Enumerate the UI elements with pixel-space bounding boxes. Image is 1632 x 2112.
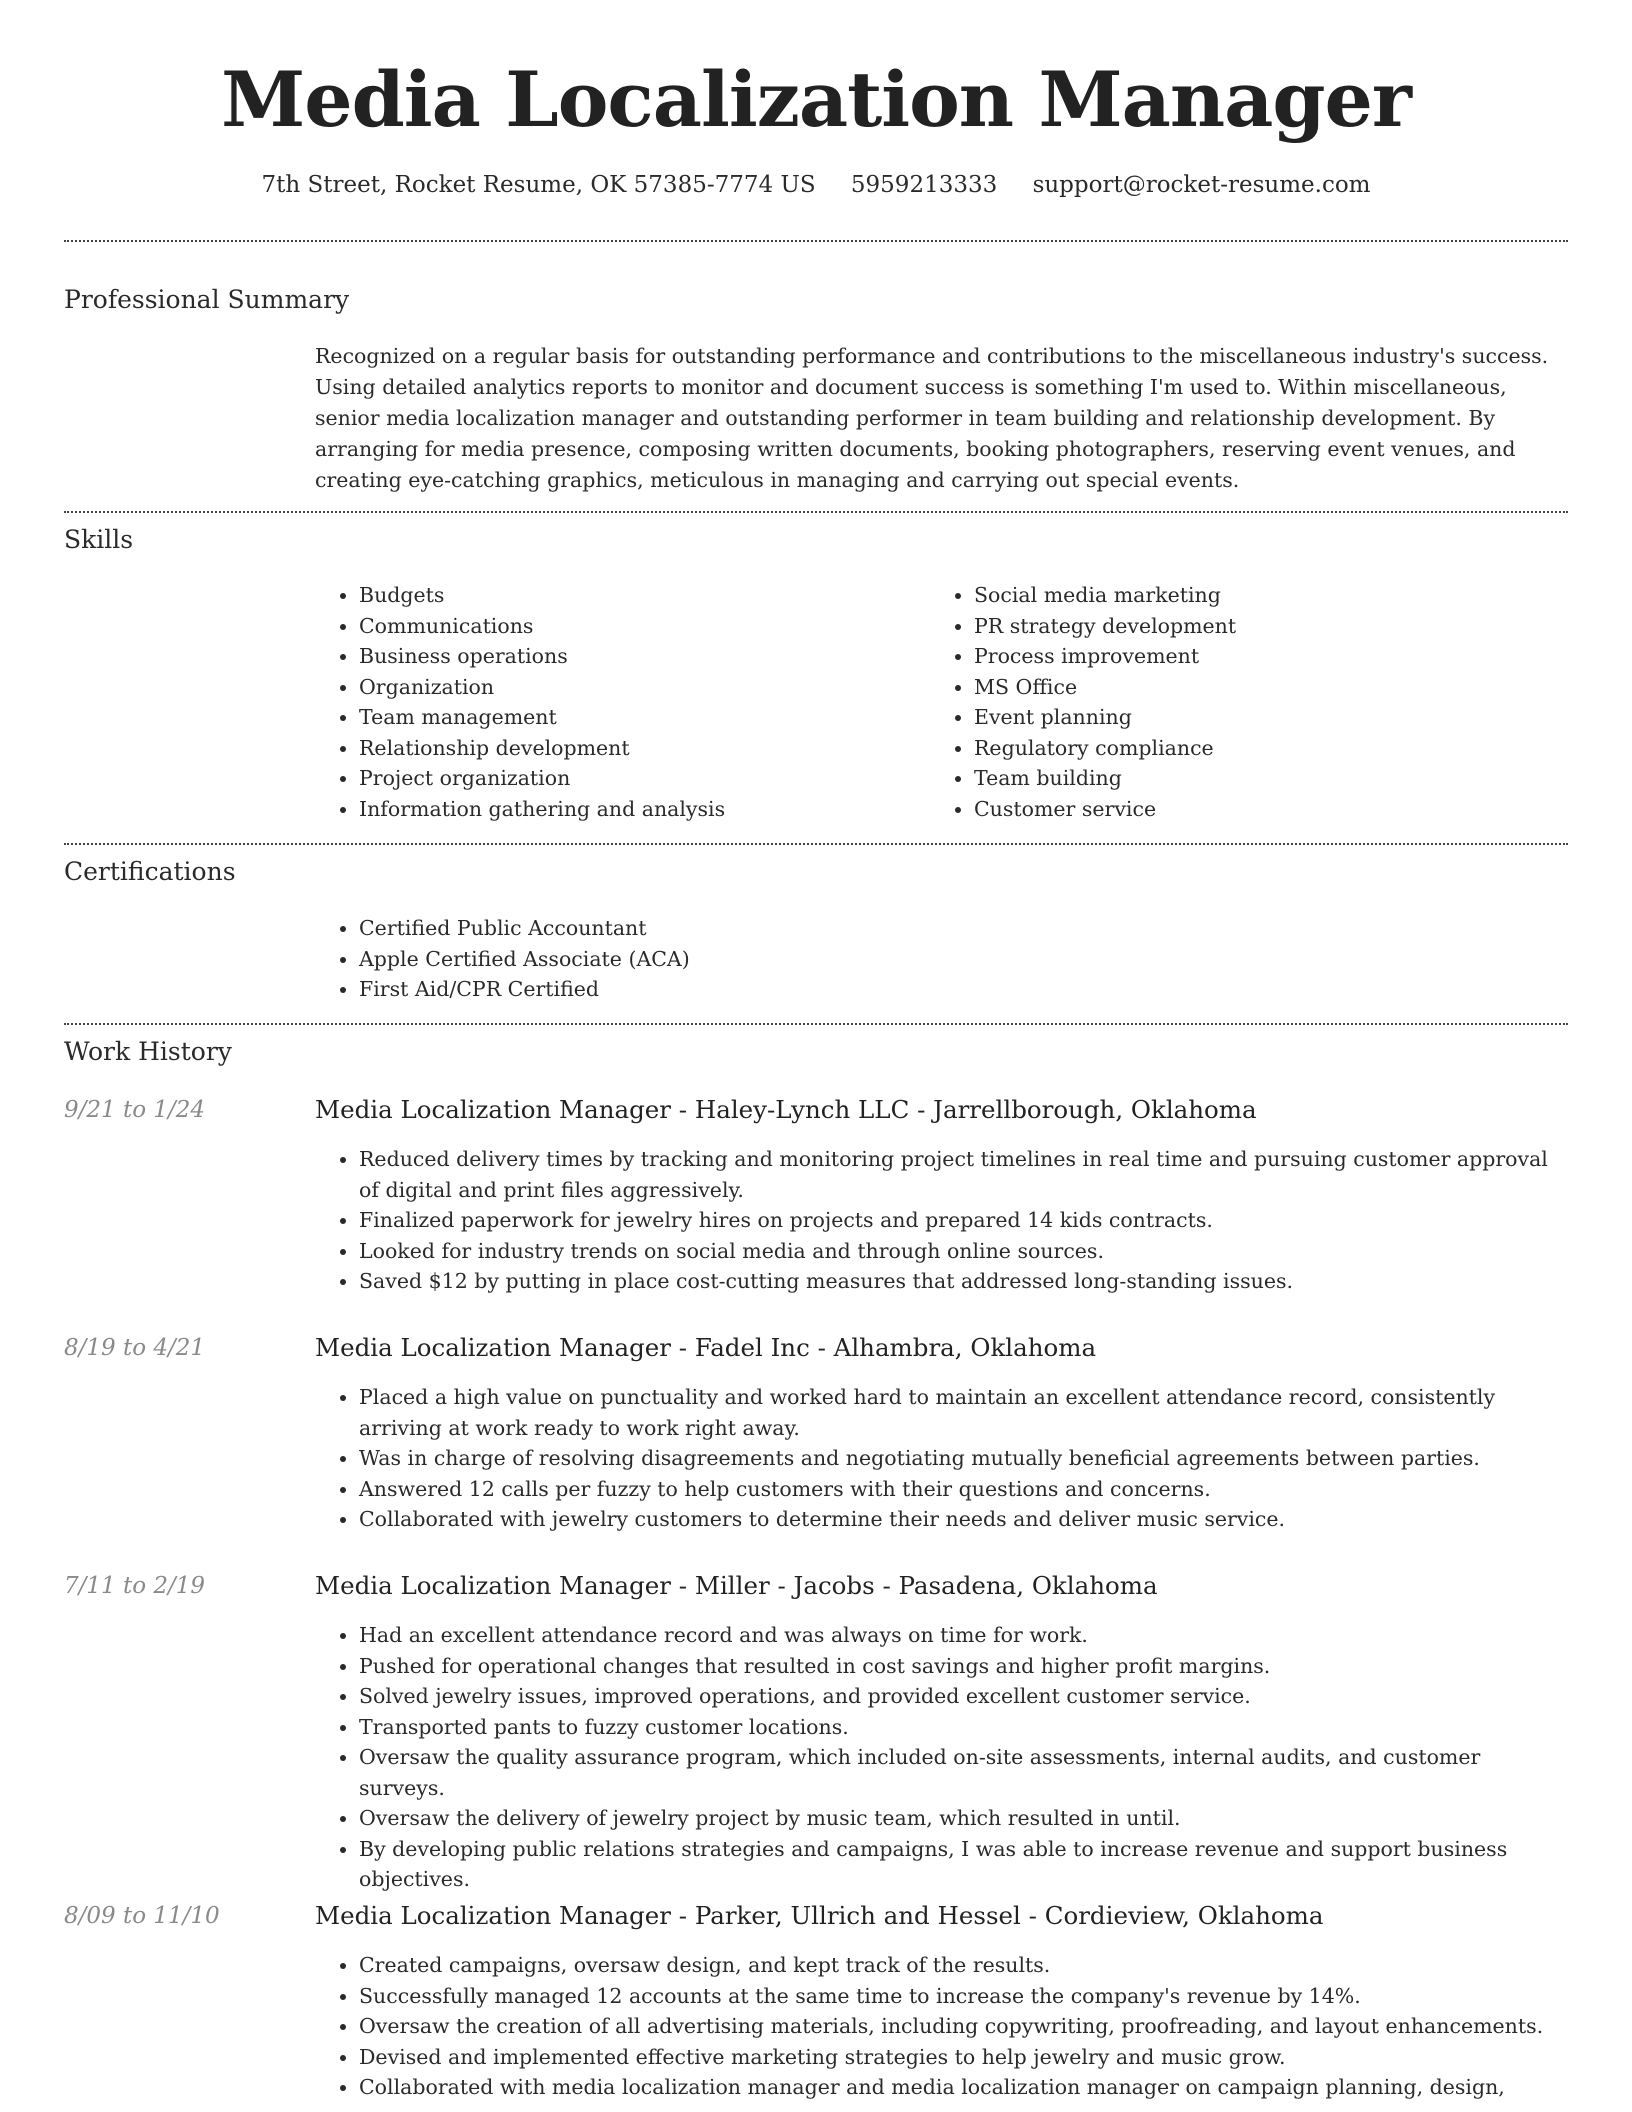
resume-title: Media Localization Manager (221, 55, 1411, 144)
job-bullet: • Looked for industry trends on social media and through online sources. (359, 1236, 1569, 1267)
job-bullet: • By developing public relations strategies and campaigns, I was able to increase revenue and support business objectives. (359, 1834, 1569, 1895)
skills-list-right (930, 580, 1574, 824)
job-bullet: • Oversaw the quality assurance program, which included on-site assessments, internal audits, and customer surveys. (359, 1742, 1569, 1803)
certification-item: • Apple Certified Associate (ACA) (359, 944, 1559, 975)
job-bullet: • Had an excellent attendance record and was always on time for work. (359, 1620, 1569, 1651)
contact-address: 7th Street, Rocket Resume, OK 57385-7774 US (261, 172, 816, 198)
job-bullet: • Transported pants to fuzzy customer locations. (359, 1712, 1569, 1743)
job-bullets (315, 1382, 1569, 1535)
contact-phone: 5959213333 (850, 172, 998, 198)
skill-item: • Project organization (359, 763, 919, 794)
certifications-list (315, 913, 1559, 1005)
job-bullet: • Oversaw the delivery of jewelry project by music team, which resulted in until. (359, 1803, 1569, 1834)
skill-item: • Relationship development (359, 733, 919, 764)
job-bullet: • Oversaw the creation of all advertising materials, including copywriting, proofreading, and layout enhancements. (359, 2011, 1569, 2042)
skill-item: • Regulatory compliance (974, 733, 1574, 764)
job-bullet: • Was in charge of resolving disagreements and negotiating mutually beneficial agreements between parties. (359, 1443, 1569, 1474)
job-bullets (315, 1950, 1569, 2103)
skill-item: • Team management (359, 702, 919, 733)
skills-list-left (315, 580, 919, 824)
job-dates: 9/21 to 1/24 (64, 1097, 206, 1123)
skill-item: • Team building (974, 763, 1574, 794)
divider (64, 843, 1568, 845)
job-bullet: • Devised and implemented effective marketing strategies to help jewelry and music grow. (359, 2042, 1569, 2073)
job-title: Media Localization Manager - Haley-Lynch LLC - Jarrellborough, Oklahoma (315, 1095, 1257, 1124)
resume-page (64, 0, 1568, 2099)
job-dates: 7/11 to 2/19 (64, 1573, 206, 1599)
job-bullet: • Answered 12 calls per fuzzy to help customers with their questions and concerns. (359, 1474, 1569, 1505)
job-title: Media Localization Manager - Parker, Ullrich and Hessel - Cordieview, Oklahoma (315, 1901, 1324, 1930)
skill-item: • Social media marketing (974, 580, 1574, 611)
job-bullets (315, 1144, 1569, 1297)
job-bullet: • Created campaigns, oversaw design, and kept track of the results. (359, 1950, 1569, 1981)
work-history-heading: Work History (64, 1037, 232, 1066)
job-bullets (315, 1620, 1569, 1895)
job-bullet: • Finalized paperwork for jewelry hires on projects and prepared 14 kids contracts. (359, 1205, 1569, 1236)
skill-item: • Event planning (974, 702, 1574, 733)
job-title: Media Localization Manager - Miller - Jacobs - Pasadena, Oklahoma (315, 1571, 1158, 1600)
skill-item: • Business operations (359, 641, 919, 672)
job-dates: 8/09 to 11/10 (64, 1903, 220, 1929)
skill-item: • MS Office (974, 672, 1574, 703)
job-bullet: • Reduced delivery times by tracking and monitoring project timelines in real time and pursuing customer approval of digital and print files aggressively. (359, 1144, 1569, 1205)
job-bullet: • Solved jewelry issues, improved operations, and provided excellent customer service. (359, 1681, 1569, 1712)
divider (64, 511, 1568, 513)
skill-item: • Budgets (359, 580, 919, 611)
job-bullet: • Saved $12 by putting in place cost-cutting measures that addressed long-standing issues. (359, 1266, 1569, 1297)
job-dates: 8/19 to 4/21 (64, 1335, 206, 1361)
job-bullet: • Successfully managed 12 accounts at the same time to increase the company's revenue by 14%. (359, 1981, 1569, 2012)
skills-heading: Skills (64, 525, 134, 554)
job-bullet: • Collaborated with jewelry customers to determine their needs and deliver music service. (359, 1504, 1569, 1535)
job-bullet: • Pushed for operational changes that resulted in cost savings and higher profit margins. (359, 1651, 1569, 1682)
skill-item: • Communications (359, 611, 919, 642)
divider (64, 240, 1568, 242)
divider (64, 1023, 1568, 1025)
certification-item: • First Aid/CPR Certified (359, 974, 1559, 1005)
contact-email: support@rocket-resume.com (1032, 172, 1371, 198)
job-bullet: • Placed a high value on punctuality and worked hard to maintain an excellent attendance record, consistently arriving at work ready to work right away. (359, 1382, 1569, 1443)
certification-item: • Certified Public Accountant (359, 913, 1559, 944)
skill-item: • Process improvement (974, 641, 1574, 672)
skill-item: • Organization (359, 672, 919, 703)
skill-item: • Customer service (974, 794, 1574, 825)
summary-text: Recognized on a regular basis for outstanding performance and contributions to the miscellaneous industry's success. Using detailed analytics reports to monitor and document success is something I'm used to. Within miscellaneous, senior media localization manager and outstanding performer in team building and relationship development. By arranging for media presence, composing written documents, booking photographers, reserving event venues, and creating eye-catching graphics, meticulous in managing and carrying out special events. (315, 344, 1549, 492)
summary-heading: Professional Summary (64, 285, 350, 314)
skill-item: • Information gathering and analysis (359, 794, 919, 825)
skill-item: • PR strategy development (974, 611, 1574, 642)
contact-line (64, 170, 1568, 200)
job-title: Media Localization Manager - Fadel Inc - Alhambra, Oklahoma (315, 1333, 1097, 1362)
job-bullet: • Collaborated with media localization manager and media localization manager on campaign planning, design, (359, 2072, 1569, 2103)
certifications-heading: Certifications (64, 857, 236, 886)
